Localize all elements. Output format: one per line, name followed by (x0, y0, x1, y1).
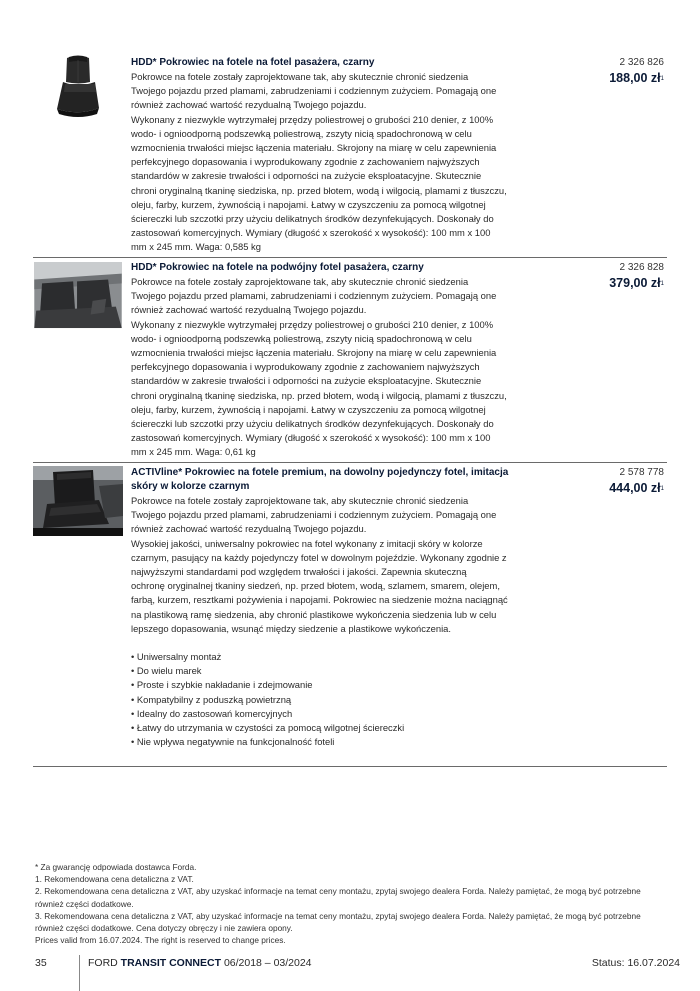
product-title: HDD* Pokrowiec na fotele na fotel pasażera, czarny (131, 57, 375, 68)
product-row (33, 462, 667, 767)
page-footer (35, 955, 680, 991)
price-value: 379,00 zł (609, 276, 661, 290)
brand-name: FORD (88, 957, 118, 969)
status-date: Status: 16.07.2024 (591, 957, 680, 969)
footnote: 2. Rekomendowana cena detaliczna z VAT, aby uzyskać informacje na temat ceny montażu, zpytaj swojego dealera Forda. Należy pamiętać, że mogą być potrzebne również części dodatkowe. (35, 886, 641, 909)
product-description: Pokrowce na fotele zostały zaprojektowane tak, aby skutecznie chronić siedzenia Twojego pojazdu przed plamami, zabrudzeniami i codziennym zużyciem. Pomagają one również zachować wartość rezydualną Twojego pojazdu. Wysokiej jakości, uniwersalny pokrowiec na fotel wykonany z imitacji skóry w kolorze czarnym, pasujący na każdy pojedynczy fotel w dowolnym pojeździe. Wykonany zgodnie z najwyższymi standardami pod względem trwałości i jakości. Zapewnia skuteczną ochronę oryginalnej tkaniny siedzeń, np. przed błotem, wodą, szlamem, smarem, olejem, farbą, kurzem, resztkami pożywienia i napojami. Pokrowiec na siedzenie można naciągnąć na plastikową ramę siedzenia, aby chronić plastikowe wykończenia siedzenia lub w celu lepszego dopasowania, wsunąć między siedzenie a plastikowe wykończenia. (131, 495, 508, 634)
price-footnote-ref: 1 (660, 281, 664, 287)
single-seat-cover-image (33, 52, 123, 122)
product-sku: 2 326 826 (619, 57, 664, 68)
product-sku: 2 326 828 (619, 262, 664, 273)
price-footnote-ref: 1 (660, 486, 664, 492)
model-name: TRANSIT CONNECT (120, 957, 222, 969)
product-price (609, 70, 664, 86)
product-row (33, 257, 667, 463)
product-title: HDD* Pokrowiec na fotele na podwójny fotel pasażera, czarny (131, 262, 424, 273)
price-value: 188,00 zł (609, 71, 661, 85)
double-seat-cover-image (33, 262, 123, 330)
product-feature-list: • Uniwersalny montaż • Do wielu marek • Proste i szybkie nakładanie i zdejmowanie • Kompatybilny z poduszką powietrzną • Idealny do zastosowań komercyjnych • Łatwy do utrzymania w czystości za pomocą wilgotnej ściereczki • Nie wpływa negatywnie na funkcjonalność foteli (131, 651, 405, 748)
footer-brand (88, 957, 312, 969)
footnote: Prices valid from 16.07.2024. The right is reserved to change prices. (35, 935, 286, 946)
product-price (609, 480, 664, 496)
product-sku: 2 578 778 (619, 467, 664, 478)
page-number: 35 (35, 957, 47, 969)
product-title: ACTIVline* Pokrowiec na fotele premium, na dowolny pojedynczy fotel, imitacja skóry w kolorze czarnym (131, 467, 509, 492)
product-row (33, 52, 667, 258)
product-description: Pokrowce na fotele zostały zaprojektowane tak, aby skutecznie chronić siedzenia Twojego pojazdu przed plamami, zabrudzeniami i codziennym zużyciem. Pomagają one również zachować wartość rezydualną Twojego pojazdu. Wykonany z niezwykle wytrzymałej przędzy poliestrowej o grubości 210 denier, z 100% wodo- i ognioodporną podszewką poliestrową, zszyty nicią spadochronową w celu wzmocnienia trwałości miejsc łączenia materiału. Skrojony na miarę w celu zapewnienia perfekcyjnego dopasowania i wyprodukowany zgodnie z zachowaniem najwyższych standardów w zakresie trwałości i odporności na zużycie eksploatacyjne. Skutecznie chroni oryginalną tkaninę siedziska, np. przed błotem, wodą i wilgocią, plamami z tłuszczu, oleju, farby, kurzem, żywnością i napojami. Łatwy w czyszczeniu za pomocą wilgotnej ściereczki lub szczotki przy użyciu delikatnych środków dezynfekujących. Doskonały do zastosowań komercyjnych. Wymiary (długość x szerokość x wysokość): 100 mm x 100 mm x 245 mm. Waga: 0,585 kg (131, 71, 507, 253)
leather-seat-cover-image (33, 466, 123, 536)
product-description: Pokrowce na fotele zostały zaprojektowane tak, aby skutecznie chronić siedzenia Twojego pojazdu przed plamami, zabrudzeniami i codziennym zużyciem. Pomagają one również zachować wartość rezydualną Twojego pojazdu. Wykonany z niezwykle wytrzymałej przędzy poliestrowej o grubości 210 denier, z 100% wodo- i ognioodporną podszewką poliestrową, zszyty nicią spadochronową w celu wzmocnienia trwałości miejsc łączenia materiału. Skrojony na miarę w celu zapewnienia perfekcyjnego dopasowania i wyprodukowany zgodnie z zachowaniem najwyższych standardów w zakresie trwałości i odporności na zużycie eksploatacyjne. Skutecznie chroni oryginalną tkaninę siedziska, np. przed błotem, wodą i wilgocią, plamami z tłuszczu, oleju, farby, kurzem, żywnością i napojami. Łatwy w czyszczeniu za pomocą wilgotnej ściereczki lub szczotki przy użyciu delikatnych środków dezynfekujących. Doskonały do zastosowań komercyjnych. Wymiary (długość x szerokość x wysokość): 100 mm x 100 mm x 245 mm. Waga: 0,61 kg (131, 276, 507, 458)
model-dates: 06/2018 – 03/2024 (223, 957, 312, 969)
footnotes (35, 861, 665, 946)
price-footnote-ref: 1 (660, 76, 664, 82)
price-value: 444,00 zł (609, 481, 661, 495)
footnote: 3. Rekomendowana cena detaliczna z VAT, aby uzyskać informacje na temat ceny montażu, zpytaj swojego dealera Forda. Należy pamiętać, że mogą być potrzebne również części dodatkowe. Cena dotyczy obręczy i nie zawiera opony. (35, 910, 641, 934)
footnote: * Za gwarancję odpowiada dostawca Forda. (35, 862, 197, 872)
product-price (609, 275, 664, 291)
footer-divider (79, 955, 80, 991)
footnote: 1. Rekomendowana cena detaliczna z VAT. (35, 874, 194, 885)
